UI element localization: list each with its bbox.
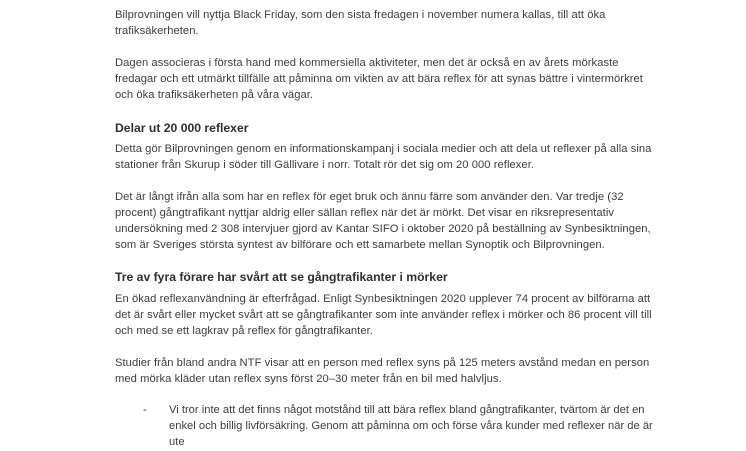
paragraph-association: Dagen associeras i första hand med kommersiella aktiviteter, men det är också en av årets mörkaste fredagar och ett utmärkt tillfälle att påminna om vikten av att bära reflex för att synas bättre i vintermörkret och öka trafiksäkerheten på våra vägar. — [115, 56, 643, 101]
list-item-text: Vi tror inte att det finns något motstånd till att bära reflex bland gångtrafikanter, tvärtom är det en enkel och billig livförsäkring. Genom att påminna om och förse våra kunder med reflexer när de är ute — [169, 404, 653, 449]
section-gangtrafikanter — [115, 269, 656, 339]
list-item — [143, 403, 656, 451]
paragraph-reflexer-2: Det är långt ifrån alla som har en reflex för eget bruk och ännu färre som använder den. Var tredje (32 procent) gångtrafikant nyttjar aldrig eller sällan reflex när det är mörkt. Det visar en riksrepresentativ undersökning med 2 308 intervjuer gjord av Kantar SIFO i oktober 2020 på beställning av Synbesiktningen, som är Sveriges största syntest av bilförare och ett samarbete mellan Synoptik och Bilprovningen. — [115, 190, 651, 251]
section-reflexer — [115, 120, 656, 174]
section-heading-gangtrafikanter: Tre av fyra förare har svårt att se gångtrafikanter i mörker — [115, 270, 448, 285]
paragraph-intro: Bilprovningen vill nyttja Black Friday, som den sista fredagen i november numera kallas, till att öka trafiksäkerheten. — [115, 9, 606, 37]
section-heading-reflexer: Delar ut 20 000 reflexer — [115, 120, 249, 135]
paragraph-gangtrafikanter-2: Studier från bland andra NTF visar att en person med reflex syns på 125 meters avstånd medan en person med mörka kläder utan reflex syns först 20–30 meter från en bil med halvljus. — [115, 356, 650, 385]
bullet-list — [115, 403, 656, 451]
paragraph-gangtrafikanter-1: En ökad reflexanvändning är efterfrågad. Enligt Synbesiktningen 2020 upplever 74 procent av bilförarna att det är svårt eller mycket svårt att se gångtrafikanter som inte använder reflex i mörker och 86 procent vill till och med se ett lagkrav på reflex för gångtrafikanter. — [115, 292, 652, 337]
dash-bullet-icon: - — [143, 404, 147, 417]
paragraph-reflexer-1: Detta gör Bilprovningen genom en informationskampanj i sociala medier och att dela ut reflexer på alla sina stationer från Skurup i söder till Gällivare i norr. Totalt rör det sig om 20 000 reflexer. — [115, 143, 652, 171]
